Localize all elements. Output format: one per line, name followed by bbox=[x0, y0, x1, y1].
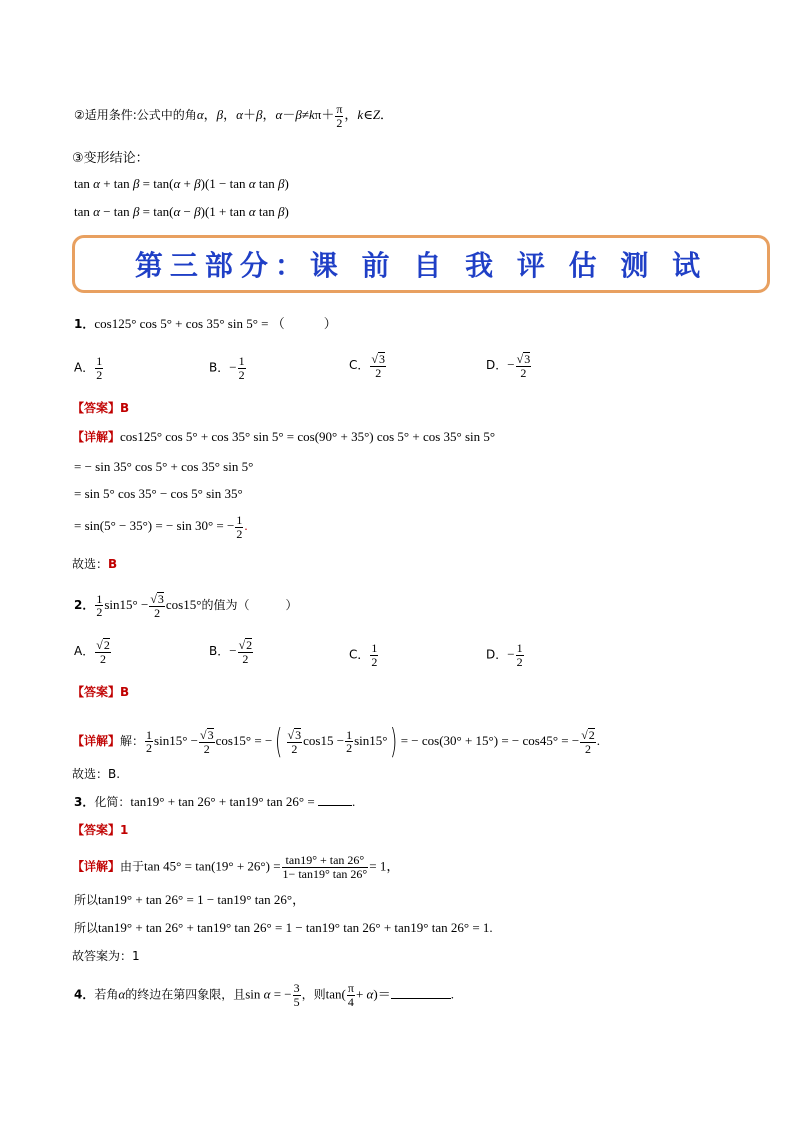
variants-label: ③变形结论： bbox=[72, 151, 149, 166]
condition-formula: α，β，α＋β，α－β≠kπ＋ $\frac{\pi}{2}$ ，k∈Z． bbox=[196, 102, 394, 130]
q1-option-c: C． $\frac{√3}{2}$ bbox=[349, 352, 385, 380]
q1-detail-line-1: 【详解】cos125° cos 5° + cos 35° sin 5° = cos(90° + 35°) cos 5° + cos 35° sin 5° bbox=[72, 429, 496, 444]
q1-answer: 【答案】B bbox=[72, 401, 130, 415]
q2-option-d: D．− $\frac{1}{2}$ bbox=[486, 641, 523, 669]
q3-answer: 【答案】1 bbox=[72, 823, 129, 837]
q3-detail-line-2: 所以tan19° + tan 26° = 1 − tan19° tan 26°， bbox=[74, 892, 306, 907]
q2-detail: 【详解】解： $\frac{1}{2}$ sin15° − $\frac{√3}{2}$ cos15° = −( $\frac{√3}{2}$ cos15 − $\frac{1}{2}$ sin15°) = − cos(30° + 15°) = − cos45° = − $\frac{√2}{2}$ . bbox=[72, 721, 601, 762]
q2-option-b: B．− $\frac{√2}{2}$ bbox=[209, 638, 253, 666]
condition-label: ②适用条件:公式中的角 bbox=[74, 108, 197, 123]
tan-diff-variant: tan α − tan β = tan(α − β)(1 + tan α tan β) bbox=[74, 204, 289, 219]
q2-answer: 【答案】B bbox=[72, 685, 130, 699]
banner-title: 第三部分：课 前 自 我 评 估 测 试 bbox=[134, 249, 708, 282]
condition-line bbox=[74, 103, 393, 129]
q2-choose: 故选：B. bbox=[72, 767, 121, 781]
question-2-stem: 2． $\frac{1}{2}$ sin15° − $\frac{√3}{2}$ cos15°的值为（ ） bbox=[74, 591, 298, 620]
q1-detail-line-2: = − sin 35° cos 5° + cos 35° sin 5° bbox=[74, 459, 254, 474]
q3-final: 故答案为：1 bbox=[72, 949, 140, 963]
q1-choose: 故选：B bbox=[72, 557, 118, 571]
q1-option-a: A． $\frac{1}{2}$ bbox=[74, 354, 103, 382]
q3-detail-line-3: 所以tan19° + tan 26° + tan19° tan 26° = 1 − tan19° tan 26° + tan19° tan 26° = 1. bbox=[74, 920, 493, 935]
q1-option-b: B．− $\frac{1}{2}$ bbox=[209, 354, 245, 382]
q2-option-c: C． $\frac{1}{2}$ bbox=[349, 641, 378, 669]
q3-detail-line-1: 【详解】由于tan 45° = tan(19° + 26°) = $\frac{\tan 19^\circ + \tan 26^\circ}{1- \tan 19^\circ \tan 26^\circ}$ = 1， bbox=[72, 853, 400, 881]
tan-sum-variant: tan α + tan β = tan(α + β)(1 − tan α tan β) bbox=[74, 176, 289, 191]
q2-option-a: A． $\frac{√2}{2}$ bbox=[74, 638, 110, 666]
q1-detail-line-3: = sin 5° cos 35° − cos 5° sin 35° bbox=[74, 486, 243, 501]
question-1-stem: 1．cos125° cos 5° + cos 35° sin 5° = （ ） bbox=[74, 316, 337, 331]
section-banner bbox=[72, 235, 770, 293]
q1-option-d: D．− $\frac{√3}{2}$ bbox=[486, 352, 531, 380]
question-3-stem: 3．化简：tan19° + tan 26° + tan19° tan 26° = . bbox=[74, 794, 356, 809]
q1-detail-line-4: = sin(5° − 35°) = − sin 30° = − $\frac{1}{2}$ . bbox=[74, 513, 248, 541]
question-4-stem: 4．若角α的终边在第四象限，且sin α = − $\frac{3}{5}$ ，则tan( $\frac{\pi}{4}$ + α)＝ . bbox=[74, 981, 454, 1009]
